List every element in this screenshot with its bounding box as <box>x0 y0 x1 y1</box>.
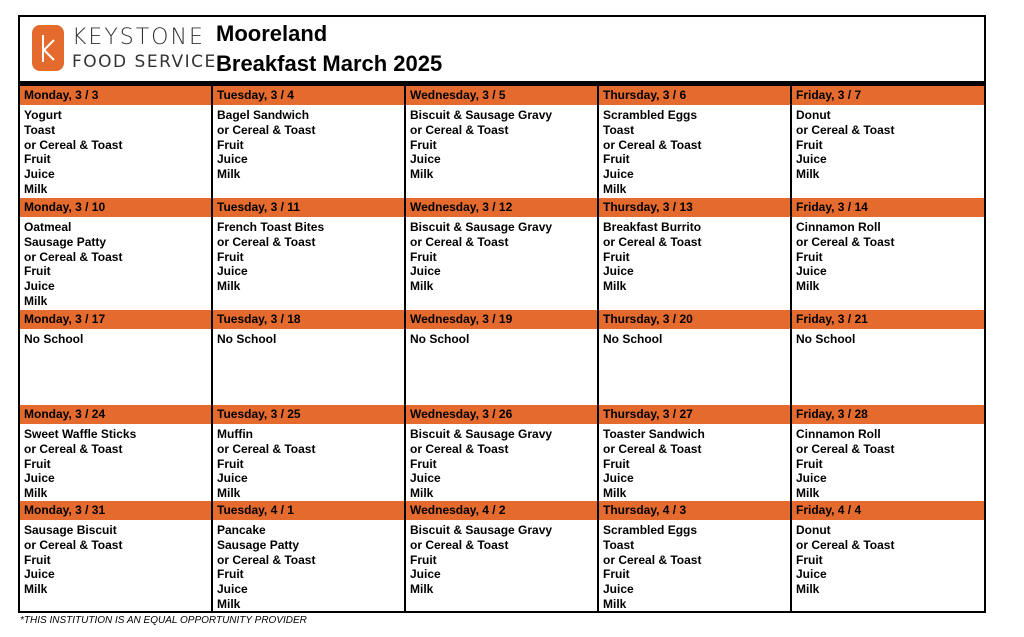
menu-item: Sausage Patty <box>24 234 107 249</box>
menu-item: Milk <box>410 167 434 182</box>
menu-items <box>792 424 984 501</box>
menu-item: Milk <box>24 293 48 308</box>
menu-item: Cinnamon Roll <box>796 427 881 441</box>
menu-item: Milk <box>217 279 241 294</box>
week-row <box>20 405 984 501</box>
day-header: Monday, 3 / 3 <box>20 86 211 105</box>
menu-items <box>406 520 597 597</box>
menu-item: Juice <box>24 279 55 294</box>
menu-item: Milk <box>24 486 48 501</box>
menu-item: Juice <box>603 471 634 486</box>
day-cell <box>599 86 792 198</box>
menu-item: or Cereal & Toast <box>24 441 123 456</box>
week-row <box>20 310 984 405</box>
day-header: Monday, 3 / 10 <box>20 198 211 217</box>
menu-item: or Cereal & Toast <box>217 552 316 567</box>
menu-item: Toast <box>603 122 635 137</box>
day-header: Tuesday, 3 / 11 <box>213 198 404 217</box>
menu-items <box>792 520 984 597</box>
menu-item: Milk <box>24 181 48 196</box>
menu-item: Milk <box>796 582 820 597</box>
menu-item: Fruit <box>24 456 51 471</box>
menu-item: Fruit <box>603 152 630 167</box>
day-header: Thursday, 3 / 20 <box>599 310 790 329</box>
menu-items <box>792 105 984 182</box>
menu-item: or Cereal & Toast <box>410 537 509 552</box>
menu-item: Scrambled Eggs <box>603 523 698 537</box>
menu-item: Fruit <box>796 137 823 152</box>
school-name: Mooreland <box>216 21 328 46</box>
day-cell <box>792 86 984 198</box>
day-header: Thursday, 3 / 27 <box>599 405 790 424</box>
menu-item: Milk <box>24 582 48 597</box>
menu-item: Juice <box>217 264 248 279</box>
menu-items <box>20 105 211 197</box>
menu-items <box>20 217 211 309</box>
menu-item: No School <box>603 332 663 346</box>
menu-item: Muffin <box>217 427 253 441</box>
day-cell <box>406 501 599 613</box>
menu-item: Milk <box>217 486 241 501</box>
menu-item: Milk <box>603 596 627 611</box>
menu-item: Biscuit & Sausage Gravy <box>410 427 553 441</box>
menu-item: Fruit <box>217 567 244 582</box>
menu-item: Juice <box>24 567 55 582</box>
day-cell <box>599 501 792 613</box>
menu-item: Juice <box>410 567 441 582</box>
day-header: Monday, 3 / 24 <box>20 405 211 424</box>
menu-item: No School <box>796 332 856 346</box>
day-cell <box>213 198 406 310</box>
menu-item: No School <box>410 332 470 346</box>
menu-item: Bagel Sandwich <box>217 108 310 122</box>
menu-item: or Cereal & Toast <box>24 137 123 152</box>
menu-item: Juice <box>217 471 248 486</box>
menu-item: Milk <box>410 486 434 501</box>
menu-item: Oatmeal <box>24 220 72 234</box>
menu-item: or Cereal & Toast <box>410 441 509 456</box>
day-cell <box>406 86 599 198</box>
menu-items <box>599 329 790 347</box>
day-cell <box>406 198 599 310</box>
day-cell <box>20 310 213 405</box>
menu-item: No School <box>217 332 277 346</box>
equal-opportunity-note: *THIS INSTITUTION IS AN EQUAL OPPORTUNITY PROVIDER <box>20 615 307 626</box>
day-header: Wednesday, 3 / 12 <box>406 198 597 217</box>
menu-items <box>213 520 404 612</box>
day-header: Friday, 4 / 4 <box>792 501 984 520</box>
day-header: Monday, 3 / 31 <box>20 501 211 520</box>
menu-item: Biscuit & Sausage Gravy <box>410 108 553 122</box>
menu-item: Milk <box>410 279 434 294</box>
menu-item: Juice <box>410 264 441 279</box>
menu-item: Juice <box>603 264 634 279</box>
day-header: Thursday, 3 / 13 <box>599 198 790 217</box>
menu-calendar <box>18 15 986 613</box>
menu-item: Toast <box>603 537 635 552</box>
logo-text-keystone: KEYSTONE <box>72 25 205 50</box>
menu-item: Sweet Waffle Sticks <box>24 427 137 441</box>
day-cell <box>406 310 599 405</box>
day-header: Tuesday, 3 / 25 <box>213 405 404 424</box>
menu-item: French Toast Bites <box>217 220 325 234</box>
menu-item: Juice <box>796 471 827 486</box>
menu-items <box>213 329 404 347</box>
day-cell <box>213 405 406 501</box>
menu-item: Fruit <box>24 264 51 279</box>
day-header: Wednesday, 3 / 19 <box>406 310 597 329</box>
day-header: Wednesday, 3 / 5 <box>406 86 597 105</box>
day-cell <box>792 198 984 310</box>
menu-item: Fruit <box>217 137 244 152</box>
menu-item: Donut <box>796 108 831 122</box>
menu-item: or Cereal & Toast <box>410 234 509 249</box>
day-header: Thursday, 3 / 6 <box>599 86 790 105</box>
day-cell <box>213 501 406 613</box>
menu-item: No School <box>24 332 84 346</box>
menu-item: Pancake <box>217 523 266 537</box>
day-cell <box>792 310 984 405</box>
week-row <box>20 198 984 310</box>
day-header: Friday, 3 / 21 <box>792 310 984 329</box>
day-cell <box>20 405 213 501</box>
menu-item: Yogurt <box>24 108 62 122</box>
day-cell <box>20 501 213 613</box>
menu-item: Milk <box>410 582 434 597</box>
menu-item: or Cereal & Toast <box>217 234 316 249</box>
menu-item: Milk <box>796 279 820 294</box>
menu-item: Fruit <box>796 456 823 471</box>
menu-item: Milk <box>796 486 820 501</box>
menu-item: Fruit <box>796 552 823 567</box>
day-header: Thursday, 4 / 3 <box>599 501 790 520</box>
menu-item: Scrambled Eggs <box>603 108 698 122</box>
menu-item: Milk <box>603 181 627 196</box>
menu-item: Milk <box>603 279 627 294</box>
day-header: Friday, 3 / 7 <box>792 86 984 105</box>
menu-item: Juice <box>217 152 248 167</box>
menu-item: Fruit <box>217 456 244 471</box>
menu-items <box>20 520 211 597</box>
menu-item: Juice <box>24 471 55 486</box>
menu-item: or Cereal & Toast <box>603 441 702 456</box>
menu-item: or Cereal & Toast <box>603 137 702 152</box>
menu-item: Juice <box>796 152 827 167</box>
menu-item: or Cereal & Toast <box>217 122 316 137</box>
day-cell <box>599 198 792 310</box>
menu-item: Milk <box>217 167 241 182</box>
k-icon <box>32 25 64 71</box>
menu-item: Toast <box>24 122 56 137</box>
menu-item: Toaster Sandwich <box>603 427 705 441</box>
menu-items <box>792 329 984 347</box>
menu-item: Juice <box>217 582 248 597</box>
week-row <box>20 501 984 613</box>
menu-item: Fruit <box>603 567 630 582</box>
menu-item: or Cereal & Toast <box>217 441 316 456</box>
menu-items <box>213 217 404 294</box>
menu-item: Milk <box>796 167 820 182</box>
menu-items <box>406 329 597 347</box>
day-cell <box>792 501 984 613</box>
menu-item: or Cereal & Toast <box>796 537 895 552</box>
menu-item: Juice <box>410 471 441 486</box>
day-header: Friday, 3 / 28 <box>792 405 984 424</box>
menu-item: Fruit <box>603 456 630 471</box>
day-cell <box>20 86 213 198</box>
day-header: Wednesday, 4 / 2 <box>406 501 597 520</box>
menu-item: or Cereal & Toast <box>796 234 895 249</box>
day-cell <box>213 86 406 198</box>
menu-item: or Cereal & Toast <box>603 552 702 567</box>
menu-items <box>213 424 404 501</box>
week-grid <box>20 86 984 613</box>
menu-items <box>599 217 790 294</box>
menu-item: or Cereal & Toast <box>24 537 123 552</box>
week-row <box>20 86 984 198</box>
header <box>20 17 984 81</box>
menu-item: or Cereal & Toast <box>410 122 509 137</box>
day-cell <box>792 405 984 501</box>
menu-item: Juice <box>603 582 634 597</box>
menu-item: Breakfast Burrito <box>603 220 702 234</box>
menu-item: Fruit <box>410 249 437 264</box>
menu-item: Cinnamon Roll <box>796 220 881 234</box>
menu-item: Milk <box>217 596 241 611</box>
menu-item: Fruit <box>410 137 437 152</box>
menu-item: Fruit <box>410 456 437 471</box>
menu-items <box>599 520 790 612</box>
menu-item: Juice <box>410 152 441 167</box>
menu-item: Biscuit & Sausage Gravy <box>410 220 553 234</box>
menu-item: Fruit <box>410 552 437 567</box>
menu-items <box>406 217 597 294</box>
day-header: Friday, 3 / 14 <box>792 198 984 217</box>
menu-item: or Cereal & Toast <box>796 122 895 137</box>
menu-items <box>599 105 790 197</box>
day-cell <box>20 198 213 310</box>
menu-title: Breakfast March 2025 <box>216 51 443 76</box>
menu-item: Juice <box>796 567 827 582</box>
menu-item: Juice <box>603 167 634 182</box>
menu-items <box>599 424 790 501</box>
day-header: Wednesday, 3 / 26 <box>406 405 597 424</box>
menu-item: Sausage Biscuit <box>24 523 117 537</box>
menu-item: or Cereal & Toast <box>796 441 895 456</box>
menu-items <box>213 105 404 182</box>
menu-items <box>20 329 211 347</box>
menu-items <box>406 424 597 501</box>
menu-items <box>792 217 984 294</box>
menu-item: or Cereal & Toast <box>603 234 702 249</box>
menu-item: Donut <box>796 523 831 537</box>
menu-item: Fruit <box>603 249 630 264</box>
menu-item: Biscuit & Sausage Gravy <box>410 523 553 537</box>
menu-items <box>406 105 597 182</box>
menu-item: Fruit <box>24 152 51 167</box>
day-header: Tuesday, 3 / 18 <box>213 310 404 329</box>
day-header: Tuesday, 3 / 4 <box>213 86 404 105</box>
menu-item: Fruit <box>24 552 51 567</box>
menu-item: Sausage Patty <box>217 537 300 552</box>
day-cell <box>213 310 406 405</box>
day-header: Monday, 3 / 17 <box>20 310 211 329</box>
logo-text-food-service: FOOD SERVICE <box>72 52 217 72</box>
day-header: Tuesday, 4 / 1 <box>213 501 404 520</box>
day-cell <box>599 310 792 405</box>
menu-item: Juice <box>24 167 55 182</box>
menu-item: Fruit <box>217 249 244 264</box>
menu-items <box>20 424 211 501</box>
menu-item: Milk <box>603 486 627 501</box>
menu-item: or Cereal & Toast <box>24 249 123 264</box>
menu-item: Fruit <box>796 249 823 264</box>
day-cell <box>599 405 792 501</box>
menu-item: Juice <box>796 264 827 279</box>
day-cell <box>406 405 599 501</box>
